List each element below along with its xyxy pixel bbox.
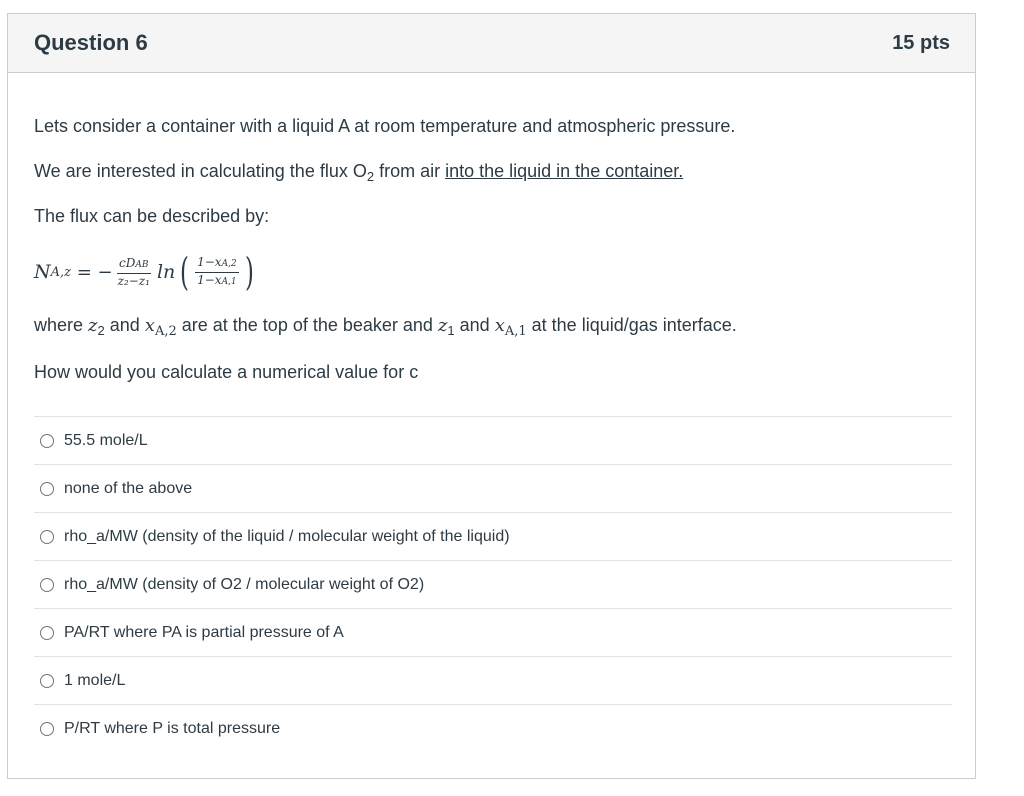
- line4-t3: are at the top of the beaker and: [176, 315, 438, 335]
- frac2-den: 1−x: [197, 272, 222, 287]
- right-paren: ): [244, 250, 254, 294]
- question-text-line3: The flux can be described by:: [34, 206, 270, 226]
- left-paren: (: [180, 250, 190, 294]
- answer-option[interactable]: [34, 704, 952, 752]
- answer-label: none of the above: [64, 479, 193, 497]
- line4-m3s: 1: [447, 323, 455, 338]
- radio-button[interactable]: [40, 674, 54, 688]
- answer-label: P/RT where P is total pressure: [64, 719, 281, 737]
- answer-option[interactable]: [34, 608, 952, 656]
- line4-t4: and: [454, 315, 495, 335]
- question-text-line5: How would you calculate a numerical value for c: [34, 362, 419, 382]
- answer-label: 1 mole/L: [64, 671, 126, 689]
- answer-list: [34, 416, 952, 752]
- frac1-den: z₂−z₁: [117, 273, 150, 288]
- line4-t2: and: [104, 315, 145, 335]
- frac2-num-sub: A,2: [221, 258, 237, 269]
- radio-button[interactable]: [40, 578, 54, 592]
- answer-option[interactable]: [34, 656, 952, 704]
- frac1-num-sub: AB: [135, 259, 149, 270]
- line4-t5: at the liquid/gas interface.: [526, 315, 737, 335]
- line4-t1: where: [34, 315, 89, 335]
- radio-button[interactable]: [40, 530, 54, 544]
- answer-option[interactable]: [34, 416, 952, 464]
- answer-option[interactable]: [34, 560, 952, 608]
- question-text-line4: [34, 313, 737, 344]
- answer-option[interactable]: [34, 512, 952, 560]
- frac1-num: cD: [119, 255, 136, 270]
- question-text-line1: Lets consider a container with a liquid A at room temperature and atmospheric pressure.: [34, 116, 736, 136]
- radio-button[interactable]: [40, 482, 54, 496]
- answer-label: rho_a/MW (density of O2 / molecular weight of O2): [64, 575, 425, 593]
- line4-m2s: A,2: [154, 324, 177, 339]
- line4-m2: x: [144, 315, 155, 336]
- question-points: 15 pts: [892, 31, 950, 54]
- formula-lhs-sub: A,z: [50, 264, 71, 280]
- frac2-num: 1−x: [197, 254, 222, 269]
- answer-option[interactable]: [34, 464, 952, 512]
- line4-m1: z: [88, 315, 98, 336]
- line2-text: We are interested in calculating the flux O: [34, 161, 367, 181]
- line4-m3: z: [437, 315, 448, 336]
- formula-lhs: N: [34, 261, 51, 283]
- formula-equals: = −: [71, 261, 113, 283]
- radio-button[interactable]: [40, 722, 54, 736]
- line2-text-b: from air: [374, 161, 446, 181]
- formula-ln: ln: [156, 261, 176, 283]
- radio-button[interactable]: [40, 626, 54, 640]
- question-title: Question 6: [34, 30, 148, 55]
- flux-formula: [34, 247, 256, 297]
- line4-m4: x: [494, 315, 505, 336]
- answer-label: PA/RT where PA is partial pressure of A: [64, 623, 344, 641]
- line4-m1s: 2: [97, 323, 105, 338]
- underlined-phrase: into the liquid in the container.: [445, 161, 684, 181]
- formula-fraction-1: [116, 256, 152, 289]
- formula-fraction-2: [195, 255, 239, 290]
- answer-label: rho_a/MW (density of the liquid / molecular weight of the liquid): [64, 527, 510, 545]
- frac2-den-sub: A,1: [221, 276, 237, 287]
- radio-button[interactable]: [40, 434, 54, 448]
- answer-label: 55.5 mole/L: [64, 431, 148, 449]
- line4-m4s: A,1: [504, 324, 527, 339]
- o2-subscript: 2: [366, 169, 375, 184]
- question-header: [8, 14, 975, 73]
- question-card: [7, 13, 976, 779]
- question-text-line2: [34, 159, 683, 189]
